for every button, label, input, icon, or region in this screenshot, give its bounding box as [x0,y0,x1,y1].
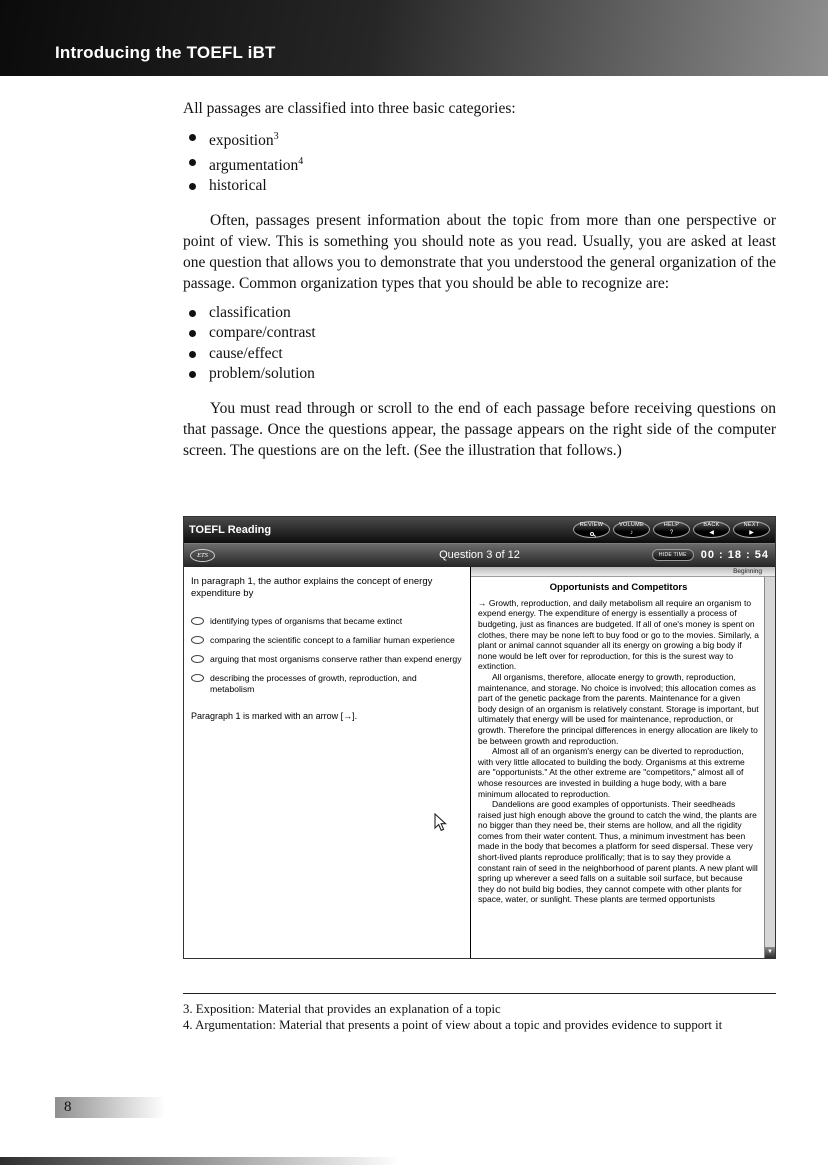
hide-time-button[interactable]: HIDE TIME [652,549,694,561]
volume-button[interactable]: VOLUME ♪ [613,521,650,538]
list-item: problem/solution [183,364,776,385]
bullet-icon [189,183,196,190]
option-oval-icon[interactable] [191,617,204,625]
page-number-strip [55,1097,165,1118]
bullet-icon [189,351,196,358]
list-item: argumentation$^4$ [183,152,776,177]
bullet-icon [189,330,196,337]
list-item: classification [183,303,776,324]
list-item: compare/contrast [183,323,776,344]
next-button[interactable]: NEXT ▶ [733,521,770,538]
footnote-section [183,993,776,1034]
passage-paragraph: All organisms, therefore, allocate energy to growth, reproduction, maintenance, and storage. No choice is involved; this allocation comes as part of the genetic package from the parents. Maintenance for a given body design of an organism is relatively constant. Storage is important, but ultimately that energy will be used for maintenance, reproduction, or growth. Therefore the principal differences in energy allocation are likely to be between growth and reproduction. [478,671,759,746]
bullet-icon [189,310,196,317]
toefl-reading-screenshot [183,516,776,959]
option-oval-icon[interactable] [191,636,204,644]
bullet-icon [189,159,196,166]
passage-paragraph: Dandelions are good examples of opportunists. Their seedheads raised just high enough above the ground to catch the wind, the plants are no bigger than they need be, their stems are hollow, and all the rigidity comes from their water content. Thus, a minimum investment has been made in the body that becomes a platform for seed dispersal. These very short-lived plants reproduce prolifically; that is to say they provide a constant rain of seed in the neighborhood of parent plants. A new plant will spring up wherever a seed falls on a suitable soil surface, but because they do not build big bodies, they cannot compete with other plants for space, water, or sunlight. These plants are termed opportunists [478,799,758,905]
footnote-marker: 4 [298,155,304,167]
bullet-icon [189,371,196,378]
question-counter: Question 3 of 12 [439,549,520,562]
bottom-edge-decoration [0,1157,400,1165]
footnote: 4. Argumentation: Material that presents a point of view about a topic and provides evidence to support it [183,1018,723,1033]
intro-sentence: All passages are classified into three basic categories: [183,100,516,117]
answer-option[interactable]: identifying types of organisms that became extinct [191,616,462,627]
paragraph-arrow-note: Paragraph 1 is marked with an arrow [→]. [191,710,358,721]
chapter-title: Introducing the TOEFL iBT [55,43,276,62]
page-content [183,100,776,1034]
scroll-position-label: Beginning [733,567,762,575]
question-icon: ? [669,529,674,536]
body-paragraph: Often, passages present information about the topic from more than one perspective or point of view. This is something you should note as you read. Usually, you are asked at least one question that allows you to demonstrate that you understood the general organization of the passage. Common organization types that you should be able to recognize are: [183,211,776,292]
speaker-icon: ♪ [630,529,633,536]
page-number: 8 [64,1099,72,1115]
scroll-position-band [471,567,775,577]
answer-option[interactable]: describing the processes of growth, reproduction, and metabolism [191,673,462,695]
question-panel [184,567,471,958]
passage-paragraph: Almost all of an organism's energy can be diverted to reproduction, with very little allocated to building the body. Organisms at this extreme are "opportunists." At the other extreme are "competitors," almost all of whose resources are invested in building a huge body, with a bare minimum allocated to reproduction. [478,746,745,799]
passage-paragraph: → Growth, reproduction, and daily metabolism all require an organism to expend energy. The expenditure of energy is essentially a process of budgeting, just as finances are budgeted. If all of one's money is spent on clothes, there may be none left to buy food or go to the movies. Similarly, a plant or animal cannot squander all its energy on growing a big body if none would be left over for reproduction, for this is the surest way to extinction. [478,597,759,672]
footnote-marker: 3 [273,131,279,142]
chapter-header [0,0,828,76]
review-button[interactable]: REVIEW [573,521,610,538]
arrow-right-icon: ▶ [749,529,754,536]
timer: 00 : 18 : 54 [700,549,769,562]
option-oval-icon[interactable] [191,655,204,663]
answer-option[interactable]: comparing the scientific concept to a familiar human experience [191,635,462,646]
window-title: TOEFL Reading [189,523,272,536]
status-bar [184,543,775,567]
scroll-down-button[interactable]: ▼ [765,947,775,958]
list-item: exposition$^3$ [183,127,776,152]
back-button[interactable]: BACK ◀ [693,521,730,538]
body-paragraph: You must read through or scroll to the end of each passage before receiving questions on that passage. Once the questions appear, the passage appears on the right side of the computer screen. The questions are on the left. (See the illustration that follows.) [183,399,776,459]
toolbar [573,521,770,538]
option-oval-icon[interactable] [191,674,204,682]
organization-type-list [183,303,776,385]
passage-title: Opportunists and Competitors [549,581,688,593]
passage-panel [471,567,775,958]
mouse-cursor-icon [434,813,447,832]
timer-group [652,549,769,561]
footnote: 3. Exposition: Material that provides an explanation of a topic [183,1001,501,1016]
arrow-left-icon: ◀ [709,529,714,536]
ets-logo: ETS [190,549,215,562]
answer-option[interactable]: arguing that most organisms conserve rather than expend energy [191,654,462,665]
list-item: historical [183,176,776,197]
bullet-icon [189,134,196,141]
help-button[interactable]: HELP ? [653,521,690,538]
content-panels [184,567,775,958]
passage-scrollbar[interactable] [764,577,775,958]
title-bar [184,517,775,543]
category-list [183,127,776,197]
question-stem: In paragraph 1, the author explains the concept of energy expenditure by [191,575,433,600]
magnifier-icon [590,532,594,536]
passage-text-area [471,577,775,958]
list-item: cause/effect [183,344,776,365]
